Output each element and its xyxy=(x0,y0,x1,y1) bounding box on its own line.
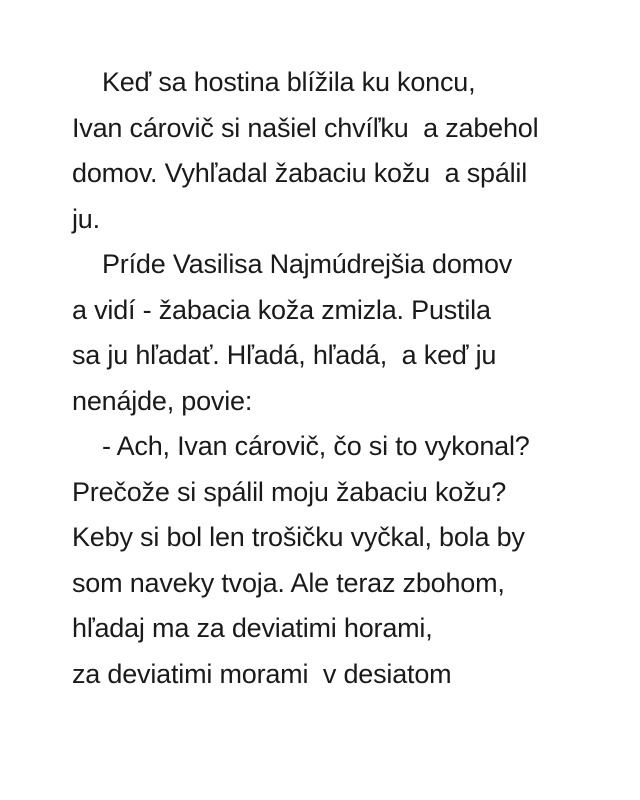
story-text xyxy=(72,60,632,697)
text-line: sa ju hľadať. Hľadá, hľadá, a keď ju xyxy=(72,340,497,370)
text-line: hľadaj ma za deviatimi horami, xyxy=(72,613,433,643)
text-line: nenájde, povie: xyxy=(72,385,253,416)
text-line: ju. xyxy=(72,203,100,234)
text-line: Príde Vasilisa Najmúdrejšia domov xyxy=(102,249,513,279)
text-line: Keby si bol len trošičku vyčkal, bola by xyxy=(72,522,525,552)
text-line: - Ach, Ivan cárovič, čo si to vykonal? xyxy=(102,431,530,461)
text-line: som naveky tvoja. Ale teraz zbohom, xyxy=(72,567,505,598)
text-line: za deviatimi morami v desiatom xyxy=(72,658,452,689)
text-line: domov. Vyhľadal žabaciu kožu a spálil xyxy=(72,158,528,188)
text-line: a vidí - žabacia koža zmizla. Pustila xyxy=(72,294,491,325)
text-line: Prečože si spálil moju žabaciu kožu? xyxy=(72,476,507,507)
text-line: Keď sa hostina blížila ku koncu, xyxy=(102,67,476,97)
text-line: Ivan cárovič si našiel chvíľku a zabehol xyxy=(72,112,539,143)
